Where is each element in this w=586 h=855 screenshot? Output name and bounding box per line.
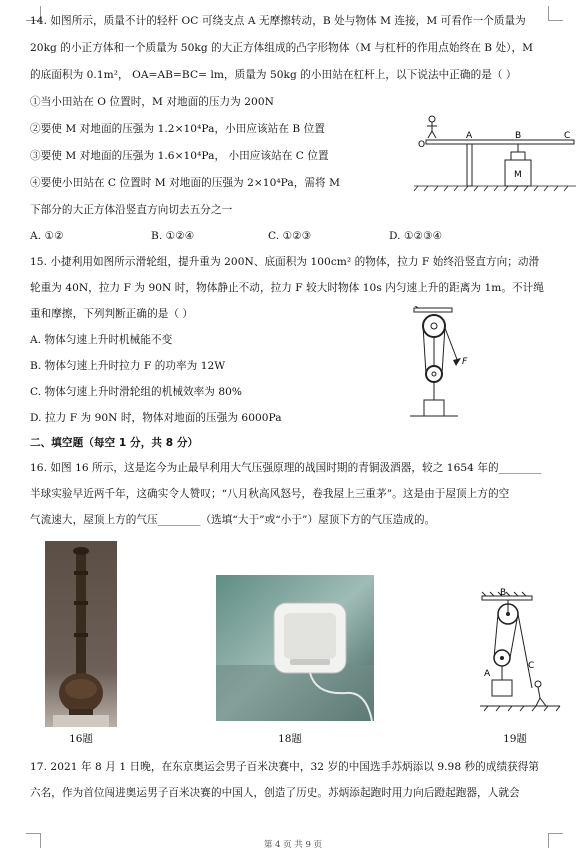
q15-option-c: C. 物体匀速上升时滑轮组的机械效率为 80% — [30, 386, 243, 398]
pulley-figure — [406, 306, 486, 424]
label-a: A — [466, 131, 473, 141]
label-a-19: A — [484, 669, 491, 679]
q14-stem-line1: 14. 如图所示，质量不计的轻杆 OC 可绕支点 A 无摩擦转动，B 处与物体 M 连接，M 可看作一个质量为 — [30, 15, 526, 27]
pull-rope — [445, 328, 458, 362]
label-f: F — [462, 357, 468, 367]
lever-bar — [426, 140, 574, 144]
q15-stem-line2: 轮重为 40N，拉力 F 为 90N 时，物体静止不动，拉力 F 较大时物体 10s 内匀速上升的距离为 1m。不计绳 — [30, 282, 544, 294]
pulley-system-figure — [478, 588, 562, 728]
q14-choice-c: C. ①②③ — [268, 230, 312, 242]
window-robot-photo — [216, 575, 374, 721]
figure-18-caption: 18题 — [278, 733, 302, 745]
q14-option-4a: ④要使小田站在 C 位置时 M 对地面的压强为 2×10⁴Pa，需将 M — [30, 177, 340, 189]
label-b: B — [515, 131, 522, 141]
q14-option-4b: 下部分的大正方体沿竖直方向切去五分之一 — [30, 204, 233, 216]
label-c-19: C — [528, 661, 535, 671]
q15-option-a: A. 物体匀速上升时机械能不变 — [30, 334, 173, 346]
hanging-block — [424, 400, 444, 416]
q14-option-3: ③要使 M 对地面的压强为 1.6×10⁴Pa， 小田应该站在 C 位置 — [30, 150, 329, 162]
q15-stem-line1: 15. 小捷利用如图所示滑轮组，提升重为 200N、底面积为 100cm² 的物体，拉力 F 始终沿竖直方向；动滑 — [30, 256, 540, 268]
label-b-19: B — [500, 588, 507, 598]
ground-hatch — [414, 186, 576, 191]
q15-stem-line3: 重和摩擦，下列判断正确的是（ ） — [30, 308, 194, 320]
figure-19-caption: 19题 — [503, 733, 527, 745]
q14-option-2: ②要使 M 对地面的压强为 1.2×10⁴Pa，小田应该站在 B 位置 — [30, 123, 325, 135]
q14-option-1: ①当小田站在 O 位置时，M 对地面的压力为 200N — [30, 96, 274, 108]
person-pulling-icon — [535, 681, 546, 706]
q14-stem-line3: 的底面积为 0.1m²， OA=AB=BC= lm，质量为 50kg 的小田站在杠杆上，以下说法中正确的是（ ） — [30, 69, 517, 81]
section-title-fill-blank: 二、填空题（每空 1 分，共 8 分） — [30, 437, 199, 449]
block-m-top — [511, 152, 525, 160]
corner-mark-top-right — [548, 6, 563, 21]
q14-choice-d: D. ①②③④ — [389, 230, 443, 242]
q16-stem-line2: 半球实验早近两千年，这确实令人赞叹；“八月秋高风怒号，卷我屋上三重茅”。这是由于屋顶上方的空 — [30, 488, 510, 500]
figure-16-caption: 16题 — [69, 733, 93, 745]
q16-stem-line1: 16. 如图 16 所示，这是迄今为止最早利用大气压强原理的战国时期的青铜汲酒器，较之 1654 年的________ — [30, 462, 542, 474]
lever-figure — [412, 112, 578, 200]
label-c: C — [564, 131, 571, 141]
q15-option-d: D. 拉力 F 为 90N 时，物体对地面的压强为 6000Pa — [30, 412, 282, 424]
fulcrum-post — [467, 144, 472, 186]
label-o: O — [418, 140, 426, 150]
bronze-vessel-photo — [45, 541, 117, 727]
q14-choice-a: A. ①② — [30, 230, 64, 242]
q14-stem-line2: 20kg 的小正方体和一个质量为 50kg 的大正方体组成的凸字形物体（M 与杠杆的作用点始终在 B 处），M — [30, 42, 534, 54]
arrow-head-icon — [453, 358, 461, 366]
person-icon — [427, 116, 437, 138]
page-footer: 第 4 页 共 9 页 — [263, 840, 323, 850]
q15-option-b: B. 物体匀速上升时拉力 F 的功率为 12W — [30, 360, 226, 372]
ceiling-bar — [414, 308, 452, 312]
q17-stem-line2: 六名，作为首位闯进奥运男子百米决赛的中国人，创造了历史。苏炳添起跑时用力向后蹬起跑器，人就会 — [30, 787, 520, 799]
label-m: M — [514, 170, 522, 180]
q16-stem-line3: 气流速大，屋顶上方的气压________（选填“大于”或“小于”）屋顶下方的气压造成的。 — [30, 514, 436, 526]
q14-choice-b: B. ①②④ — [151, 230, 195, 242]
q17-stem-line1: 17. 2021 年 8 月 1 日晚，在东京奥运会男子百米决赛中，32 岁的中国选手苏炳添以 9.98 秒的成绩获得第 — [30, 761, 540, 773]
